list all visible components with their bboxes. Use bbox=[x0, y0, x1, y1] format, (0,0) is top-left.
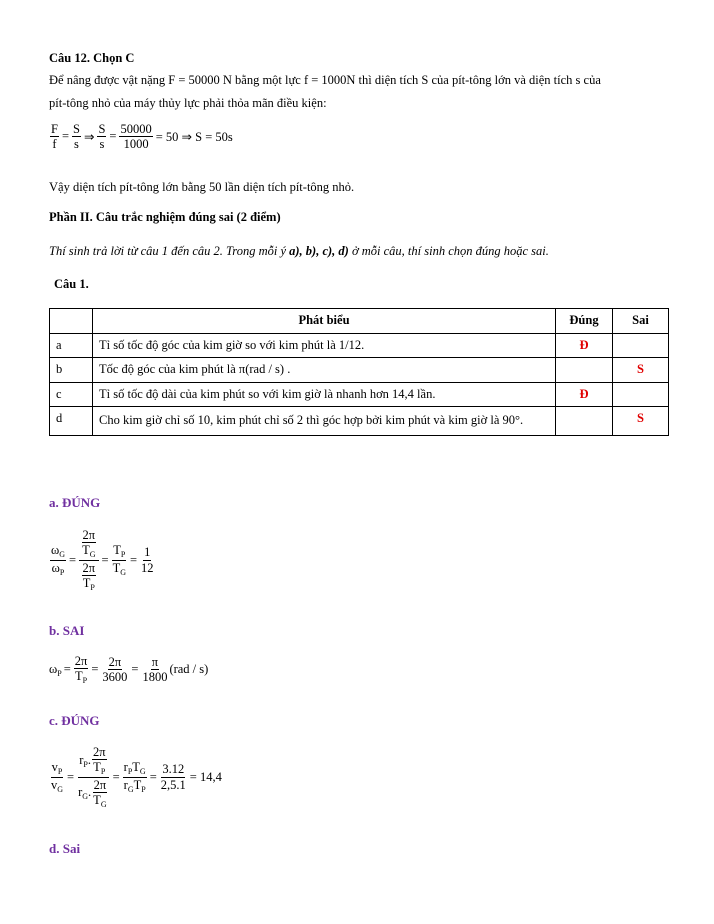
answer-a-label: a. ĐÚNG bbox=[49, 495, 101, 510]
answer-a-formula: $\frac{\omega_G}{\omega_P}$ = $\frac{\frac{2\pi}{T_G}}{\frac{2\pi}{T_P}}$ = $\frac{T_P}{T_G}$ = $\frac{1}{12}$ bbox=[51, 528, 154, 592]
row-label: d bbox=[50, 407, 93, 436]
answer-c-formula: $\frac{v_P}{v_G}$ = $r_P$. $\frac{2\pi}{T_P}$ $r_G$. $\frac{2\pi}{T_G}$ = $\frac{r_PT_G}{r_GT_P}$ = $\frac{3.12}{2,5.1}$ = 14,4 bbox=[51, 745, 222, 809]
q12-heading: Câu 12. Chọn C bbox=[49, 51, 135, 65]
table-row bbox=[50, 382, 669, 407]
row-dung-mark bbox=[556, 407, 613, 436]
row-label: a bbox=[50, 333, 93, 358]
cau1-heading: Câu 1. bbox=[54, 277, 89, 291]
part2-heading: Phần II. Câu trắc nghiệm đúng sai (2 điểm) bbox=[49, 210, 281, 224]
answer-d-label: d. Sai bbox=[49, 841, 81, 856]
row-label: b bbox=[50, 358, 93, 383]
q12-conclusion: Vậy diện tích pít-tông lớn bằng 50 lần diện tích pít-tông nhỏ. bbox=[49, 180, 355, 194]
header-sai: Sai bbox=[613, 309, 669, 334]
row-statement: Tốc độ góc của kim phút là π(rad / s) . bbox=[93, 358, 556, 383]
row-statement: Tỉ số tốc độ góc của kim giờ so với kim phút là 1/12. bbox=[93, 333, 556, 358]
row-sai-mark: S bbox=[613, 358, 669, 383]
header-statement: Phát biểu bbox=[93, 309, 556, 334]
q12-text-line1: Để nâng được vật nặng F = 50000 N bằng một lực f = 1000N thì diện tích S của pít-tông lớn và diện tích s của bbox=[49, 73, 601, 87]
row-statement: Cho kim giờ chỉ số 10, kim phút chỉ số 2 thì góc hợp bởi kim phút và kim giờ là 90°. bbox=[93, 407, 556, 436]
row-label: c bbox=[50, 382, 93, 407]
table-row bbox=[50, 407, 669, 436]
row-dung-mark bbox=[556, 358, 613, 383]
answer-c-label: c. ĐÚNG bbox=[49, 713, 100, 728]
q12-text-line2: pít-tông nhỏ của máy thủy lực phải thỏa mãn điều kiện: bbox=[49, 96, 327, 110]
table-row bbox=[50, 358, 669, 383]
part2-instruction: Thí sinh trả lời từ câu 1 đến câu 2. Trong mỗi ý a), b), c), d) ở mỗi câu, thí sinh chọn đúng hoặc sai. bbox=[49, 244, 549, 258]
true-false-table bbox=[49, 308, 669, 436]
row-dung-mark: Đ bbox=[556, 333, 613, 358]
row-sai-mark bbox=[613, 382, 669, 407]
q12-formula: $\frac{F}{f}$ = $\frac{S}{s}$ ⇒ $\frac{S}{s}$ = $\frac{50000}{1000}$ = 50 ⇒ S = 50s bbox=[51, 122, 233, 152]
row-dung-mark: Đ bbox=[556, 382, 613, 407]
answer-b-label: b. SAI bbox=[49, 623, 85, 638]
header-dung: Đúng bbox=[556, 309, 613, 334]
table-header-row bbox=[50, 309, 669, 334]
answer-b-formula: $\omega_P$ = $\frac{2\pi}{T_P}$ = $\frac{2\pi}{3600}$ = $\frac{\pi}{1800}$ (rad / s) bbox=[49, 654, 209, 686]
row-statement: Tỉ số tốc độ dài của kim phút so với kim giờ là nhanh hơn 14,4 lần. bbox=[93, 382, 556, 407]
table-row bbox=[50, 333, 669, 358]
row-sai-mark bbox=[613, 333, 669, 358]
row-sai-mark: S bbox=[613, 407, 669, 436]
